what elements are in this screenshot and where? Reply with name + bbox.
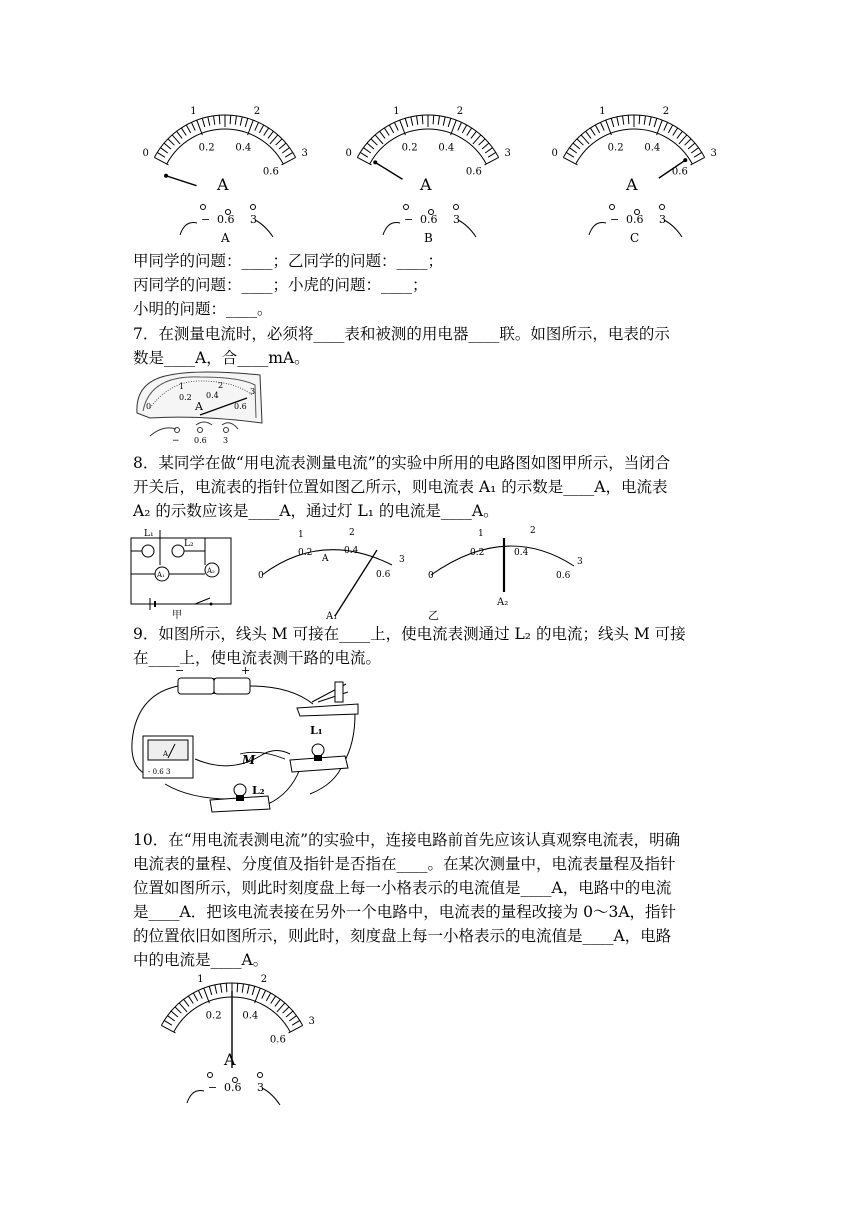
fig6-m1-tick-mark: [433, 115, 434, 124]
lamp-l2: [210, 784, 270, 812]
fig6-unit: A: [626, 175, 638, 194]
fig6-m2-tick-mark: [611, 118, 614, 127]
circuit-caption: 甲: [172, 610, 182, 621]
question-8-line-1: 8．某同学在做“用电流表测量电流”的实验中所用的电路图如图甲所示，当闭合: [133, 454, 671, 472]
fig10-terminal-label: −: [208, 1081, 218, 1094]
fig6-m0-tick-mark: [268, 131, 273, 138]
fig7-unit: A: [195, 400, 203, 413]
fig6-m0-tick-mark: [219, 115, 220, 124]
fig6-m0-terminal-label: 0.6: [217, 213, 235, 226]
fig8-caption-2: 乙: [428, 609, 439, 622]
fig10-meter: [161, 974, 314, 1105]
fig6-caption: A: [221, 231, 230, 245]
fig8a-tick-1: 1: [298, 530, 304, 540]
fig7-term-3: 3: [223, 436, 229, 445]
fig6-m0-outer-label: 0: [142, 147, 149, 159]
fig10-tick-mark: [193, 993, 197, 1001]
fig10-tick-mark: [255, 988, 261, 1003]
fig10-tick-mark: [271, 996, 276, 1004]
fig6-unit: A: [217, 175, 229, 194]
fig10-lead-right: [262, 1088, 280, 1105]
fig6-m1-tick-mark: [389, 125, 393, 133]
fig10-tick-mark: [286, 1011, 293, 1017]
fig6-m0-tick-mark: [282, 157, 296, 165]
fig10-outer-label: 3: [308, 1015, 315, 1027]
fig6-m0-tick-mark: [279, 143, 286, 149]
fig6-m0-tick-mark: [157, 152, 165, 157]
fig10-tick-mark: [209, 986, 212, 995]
fig6-m1-tick-mark: [471, 131, 476, 138]
fig6-m0-outer-label: 2: [253, 105, 261, 117]
answer-line-2: 丙同学的问题：____；小虎的问题：____；: [133, 276, 428, 294]
fig6-m1-terminal: [454, 205, 459, 210]
fig6-m0-tick-mark: [245, 118, 248, 127]
fig6-m2-tick-mark: [644, 116, 645, 125]
fig6-caption: C: [630, 231, 640, 245]
fig6-m1-tick-mark: [400, 120, 406, 135]
label-m: M: [242, 753, 256, 767]
fig6-m2-inner-label: 0.6: [671, 166, 688, 178]
figure-6-ammeters: [0, 0, 860, 245]
fig6-needle-tip: [373, 160, 377, 164]
fig6-m1-inner-label: 0.2: [401, 142, 418, 154]
fig6-m0-tick-mark: [235, 116, 236, 125]
fig6-m2-tick-mark: [595, 125, 599, 133]
question-7-line-2: 数是____A，合____mA。: [133, 349, 310, 367]
fig8-meter-2: [428, 526, 583, 608]
fig6-m2-outer-label: 3: [710, 147, 717, 159]
fig6-m1-terminal-label: −: [404, 213, 414, 226]
fig6-m0-tick-mark: [177, 131, 182, 138]
fig6-m0-tick-mark: [191, 122, 195, 130]
fig6-m1-inner-arc: [370, 129, 487, 164]
fig6-m1-lead-right: [458, 220, 476, 237]
fig6-m0-tick-mark: [160, 148, 167, 153]
fig6-m0-inner-label: 0.2: [198, 142, 215, 154]
fig6-m1-tick-mark: [422, 115, 423, 124]
fig6-m2-inner-arc: [576, 129, 693, 164]
fig10-terminal-label: 0.6: [224, 1081, 242, 1094]
fig6-m0-tick-mark: [186, 125, 190, 133]
fig6-m0-tick-mark: [230, 115, 231, 124]
fig6-m0-tick-mark: [172, 135, 180, 144]
fig6-m1-tick-mark: [443, 117, 445, 126]
fig6-m1-outer-label: 1: [393, 105, 400, 117]
fig6-m1-tick-mark: [416, 116, 417, 125]
fig8a-sub-2: 0.6: [376, 570, 391, 580]
fig6-m2-tick-mark: [691, 148, 698, 153]
figure-7-ammeter: [0, 363, 860, 453]
fig6-m0-outer-label: 1: [190, 105, 197, 117]
fig6-unit: A: [420, 175, 432, 194]
fig6-m2-terminal-label: 0.6: [626, 213, 644, 226]
fig6-m2-tick-mark: [694, 152, 702, 157]
fig6-m2-tick-mark: [577, 139, 583, 145]
fig6-m2-tick-mark: [563, 157, 577, 165]
question-10-line-1: 10．在“用电流表测电流”的实验中，连接电路前首先应该认真观察电流表，明确: [133, 831, 681, 849]
fig10-terminal: [258, 1073, 263, 1078]
fig6-m2-tick-mark: [606, 120, 612, 135]
fig10-tick-mark: [226, 983, 227, 992]
fig6-m2-tick-mark: [657, 120, 663, 135]
fig7-term-minus: −: [172, 436, 180, 446]
fig6-m2-terminal: [660, 205, 665, 210]
fig6-m1-tick-mark: [367, 143, 374, 149]
fig8b-sub-0: 0.2: [470, 548, 485, 558]
question-7-line-1: 7．在测量电流时，必须将____表和被测的用电器____联。如图所示，电表的示: [133, 325, 670, 343]
fig6-m1-tick-mark: [405, 118, 408, 127]
fig10-tick-mark: [184, 999, 189, 1006]
ammeter-unit: A: [163, 750, 169, 758]
fig10-tick-mark: [289, 1025, 303, 1033]
fig6-m2-tick-mark: [628, 115, 629, 124]
fig6-m0-tick-mark: [197, 120, 203, 135]
circuit-label-a2: A₂: [207, 567, 215, 575]
fig6-m0-tick-mark: [276, 139, 282, 145]
answer-line-3: 小明的问题：____。: [133, 300, 273, 318]
fig6-m2-outer-label: 1: [599, 105, 606, 117]
fig10-tick-mark: [171, 1011, 178, 1017]
fig6-m1-terminal: [404, 205, 409, 210]
fig6-m1-tick-mark: [482, 143, 489, 149]
battery-plus: +: [241, 664, 251, 677]
fig10-lead-left: [187, 1091, 204, 1104]
fig6-m2-lead-right: [664, 220, 682, 237]
label-l2: L₂: [252, 784, 265, 797]
fig10-tick-mark: [220, 984, 221, 993]
fig6-m1-terminal-label: 3: [453, 213, 460, 226]
fig10-tick-mark: [275, 999, 280, 1006]
fig6-m1-tick-mark: [448, 118, 451, 127]
fig6-m1-tick-mark: [488, 152, 496, 157]
fig6-m1-terminal-label: 0.6: [420, 213, 438, 226]
fig6-m0-tick-mark: [164, 143, 171, 149]
circuit-label-l2: L₂: [184, 539, 194, 549]
fig6-m1-tick-mark: [363, 148, 370, 153]
fig6-m0-lead-right: [255, 220, 273, 237]
fig8b-tick-1: 1: [478, 529, 484, 539]
fig6-m2-outer-label: 0: [551, 147, 558, 159]
fig6-m2-tick-mark: [622, 116, 623, 125]
fig6-m2-lead-left: [589, 223, 606, 236]
fig6-m2-inner-label: 0.4: [644, 142, 661, 154]
fig10-tick-mark: [167, 1016, 174, 1021]
fig8b-tick-0: 0: [428, 571, 434, 581]
fig6-m0-terminal: [251, 205, 256, 210]
fig6-m0-tick-mark: [270, 135, 278, 144]
fig6-needle-tip: [164, 174, 168, 178]
fig6-m2-tick-mark: [581, 135, 589, 144]
fig6-m2-tick-mark: [573, 143, 580, 149]
question-8-line-2: 开关后，电流表的指针位置如图乙所示，则电流表 A₁ 的示数是____A，电流表: [133, 478, 668, 496]
fig6-m0-tick-mark: [259, 125, 263, 133]
fig10-tick-mark: [161, 1025, 175, 1033]
fig8a-tick-0: 0: [258, 571, 264, 581]
fig6-m0-tick-mark: [285, 152, 293, 157]
fig6-m1-tick-mark: [371, 139, 377, 145]
fig10-tick-mark: [262, 990, 266, 998]
fig10-tick-mark: [204, 988, 210, 1003]
fig6-m2-tick-mark: [639, 115, 640, 124]
fig8a-sub-0: 0.2: [298, 548, 313, 558]
fig10-inner-label: 0.4: [242, 1010, 259, 1022]
battery-minus: −: [175, 664, 185, 677]
fig6-m2-tick-mark: [586, 131, 591, 138]
fig6-m1-tick-mark: [394, 122, 398, 130]
question-9-line-1: 9．如图所示，线头 M 可接在____上，使电流表测通过 L₂ 的电流；线头 M 可接: [133, 625, 686, 643]
fig6-m0-inner-label: 0.4: [235, 142, 252, 154]
fig6-m2-tick-mark: [664, 122, 668, 130]
fig6-m2-tick-mark: [679, 135, 687, 144]
fig8b-sub-1: 0.4: [514, 548, 529, 558]
fig10-tick-mark: [289, 1016, 296, 1021]
fig10-tick-mark: [242, 984, 243, 993]
fig6-m2-tick-mark: [590, 128, 595, 136]
fig6-m2-tick-mark: [649, 117, 651, 126]
fig6-m0-tick-mark: [202, 118, 205, 127]
fig6-m2-terminal-label: 3: [659, 213, 666, 226]
fig6-m2-tick-mark: [566, 152, 574, 157]
question-10-line-3: 位置如图所示，则此时刻度盘上每一小格表示的电流值是____A，电路中的电流: [133, 879, 672, 897]
fig10-outer-label: 1: [197, 973, 204, 985]
fig6-m0-terminal: [201, 205, 206, 210]
fig10-tick-mark: [175, 1007, 181, 1013]
fig6-m1-tick-mark: [411, 117, 413, 126]
fig6-m0-inner-arc: [167, 129, 284, 164]
fig10-tick-mark: [188, 996, 193, 1004]
fig7-sub-0: 0.2: [179, 393, 192, 402]
fig10-outer-label: 2: [260, 973, 268, 985]
question-10-line-5: 的位置依旧如图所示，则此时，刻度盘上每一小格表示的电流值是____A，电路: [133, 927, 672, 945]
fig6-m1-tick-mark: [360, 152, 368, 157]
fig6-m2-tick-mark: [569, 148, 576, 153]
fig6-m1-tick-mark: [357, 157, 371, 165]
fig10-terminal-label: 3: [257, 1081, 264, 1094]
fig6-m0-terminal-label: 3: [250, 213, 257, 226]
fig6-m1-outer-label: 3: [504, 147, 511, 159]
fig6-m0-outer-label: 3: [301, 147, 308, 159]
fig7-sub-2: 0.6: [234, 402, 247, 411]
fig8a-unit: A: [322, 554, 329, 564]
fig10-tick-mark: [266, 993, 270, 1001]
fig10-unit: A: [224, 1050, 236, 1069]
fig7-tick-3: 3: [250, 387, 256, 396]
fig10-tick-mark: [198, 990, 202, 998]
fig6-m0-tick-mark: [264, 128, 269, 136]
fig6-needle: [166, 176, 196, 186]
fig8a-tick-3: 3: [399, 555, 405, 565]
fig10-inner-label: 0.6: [269, 1034, 286, 1046]
fig6-m2-outer-label: 2: [662, 105, 670, 117]
fig6-m1-tick-mark: [458, 122, 462, 130]
fig6-m1-outer-label: 2: [456, 105, 464, 117]
fig6-m1-tick-mark: [438, 116, 439, 125]
fig6-m2-tick-mark: [617, 117, 619, 126]
fig6-caption: B: [424, 231, 433, 245]
question-10-line-4: 是____A．把该电流表接在另外一个电路中，电流表的量程改接为 0～3A，指针: [133, 903, 677, 921]
fig6-m1-tick-mark: [473, 135, 481, 144]
question-8-line-3: A₂ 的示数应该是____A，通过灯 L₁ 的电流是____A。: [133, 502, 499, 520]
fig6-m0-tick-mark: [181, 128, 186, 136]
fig6-m2-tick-mark: [654, 118, 657, 127]
ammeter-box: [143, 736, 193, 778]
fig6-m0-tick-mark: [213, 116, 214, 125]
fig8-meter-1: [258, 528, 405, 622]
fig6-m2-tick-mark: [668, 125, 672, 133]
circuit-diagram: [131, 529, 231, 621]
fig6-m2-inner-label: 0.2: [607, 142, 624, 154]
fig10-tick-mark: [247, 985, 249, 994]
fig6-needle-tip: [683, 158, 687, 162]
fig6-m0-tick-mark: [168, 139, 174, 145]
fig6-m2-tick-mark: [600, 122, 604, 130]
fig7-tick-2: 2: [218, 381, 224, 390]
fig7-tick-1: 1: [179, 382, 185, 391]
fig6-m1-tick-mark: [467, 128, 472, 136]
fig6-m1-inner-label: 0.4: [438, 142, 455, 154]
figure-8: [0, 520, 860, 620]
fig8b-tick-2: 2: [530, 526, 536, 536]
fig6-m1-lead-left: [383, 223, 400, 236]
fig8a-label: A₁: [326, 611, 338, 622]
fig6-m2-tick-mark: [685, 139, 691, 145]
fig6-m2-tick-mark: [691, 157, 705, 165]
question-10-line-2: 电流表的量程、分度值及指针是否指在____。在某次测量中，电流表量程及指针: [133, 855, 676, 873]
figure-9-circuit: [0, 664, 860, 824]
fig6-needle: [375, 162, 402, 179]
fig6-m0-tick-mark: [255, 122, 259, 130]
ammeter-a: [143, 106, 308, 245]
circuit-label-a1: A₁: [157, 571, 165, 579]
fig10-tick-mark: [252, 986, 255, 995]
fig6-m1-inner-label: 0.6: [465, 166, 482, 178]
fig8a-needle: [335, 550, 377, 616]
fig7-sub-1: 0.4: [206, 391, 219, 400]
fig10-tick-mark: [179, 1003, 187, 1012]
fig6-m2-tick-mark: [677, 131, 682, 138]
ammeter-c: [552, 106, 717, 245]
fig6-m2-terminal-label: −: [610, 213, 620, 226]
fig10-terminal: [208, 1073, 213, 1078]
fig6-m1-tick-mark: [380, 131, 385, 138]
fig6-m0-inner-label: 0.6: [262, 166, 279, 178]
fig6-m1-tick-mark: [485, 157, 499, 165]
meter-body: [137, 372, 262, 423]
label-l1: L₁: [310, 724, 323, 737]
fig10-tick-mark: [164, 1020, 172, 1025]
fig6-m0-tick-mark: [240, 117, 242, 126]
fig10-tick-mark: [277, 1003, 285, 1012]
fig6-m0-tick-mark: [208, 117, 210, 126]
fig8a-tick-2: 2: [349, 528, 355, 538]
ammeter-terms: - 0.6 3: [148, 768, 171, 776]
fig10-inner-label: 0.2: [205, 1010, 222, 1022]
fig6-m1-tick-mark: [462, 125, 466, 133]
answer-line-1: 甲同学的问题：____；乙同学的问题：____；: [133, 252, 444, 270]
fig6-m1-outer-label: 0: [345, 147, 352, 159]
fig10-tick-mark: [237, 983, 238, 992]
fig8b-label: A₂: [497, 597, 509, 608]
fig8a-sub-1: 0.4: [344, 546, 359, 556]
fig10-tick-mark: [215, 985, 217, 994]
fig6-m0-terminal-label: −: [201, 213, 211, 226]
fig6-m0-tick-mark: [154, 157, 168, 165]
fig8b-tick-3: 3: [577, 557, 583, 567]
question-9-line-2: 在____上，使电流表测干路的电流。: [133, 649, 382, 667]
fig6-m1-tick-mark: [375, 135, 383, 144]
fig7-tick-0: 0: [146, 402, 152, 411]
fig6-m1-tick-mark: [384, 128, 389, 136]
fig10-tick-mark: [283, 1007, 289, 1013]
fig6-m2-tick-mark: [688, 143, 695, 149]
fig6-m0-tick-mark: [282, 148, 289, 153]
battery: [175, 664, 250, 694]
figure-10-ammeter: [0, 965, 860, 1105]
lamp-l1: [290, 724, 348, 772]
fig6-m0-tick-mark: [248, 120, 254, 135]
fig8b-sub-2: 0.6: [556, 571, 571, 581]
fig6-m2-terminal: [610, 205, 615, 210]
fig6-m1-tick-mark: [451, 120, 457, 135]
fig7-term-06: 0.6: [194, 436, 207, 445]
fig10-tick-mark: [292, 1020, 300, 1025]
ammeter-b: [346, 106, 511, 245]
fig6-m1-tick-mark: [479, 139, 485, 145]
circuit-label-l1: L₁: [144, 529, 154, 539]
fig6-m2-tick-mark: [673, 128, 678, 136]
fig6-m1-tick-mark: [485, 148, 492, 153]
fig6-m0-lead-left: [180, 223, 197, 236]
question-10-line-6: 中的电流是____A。: [133, 951, 269, 969]
